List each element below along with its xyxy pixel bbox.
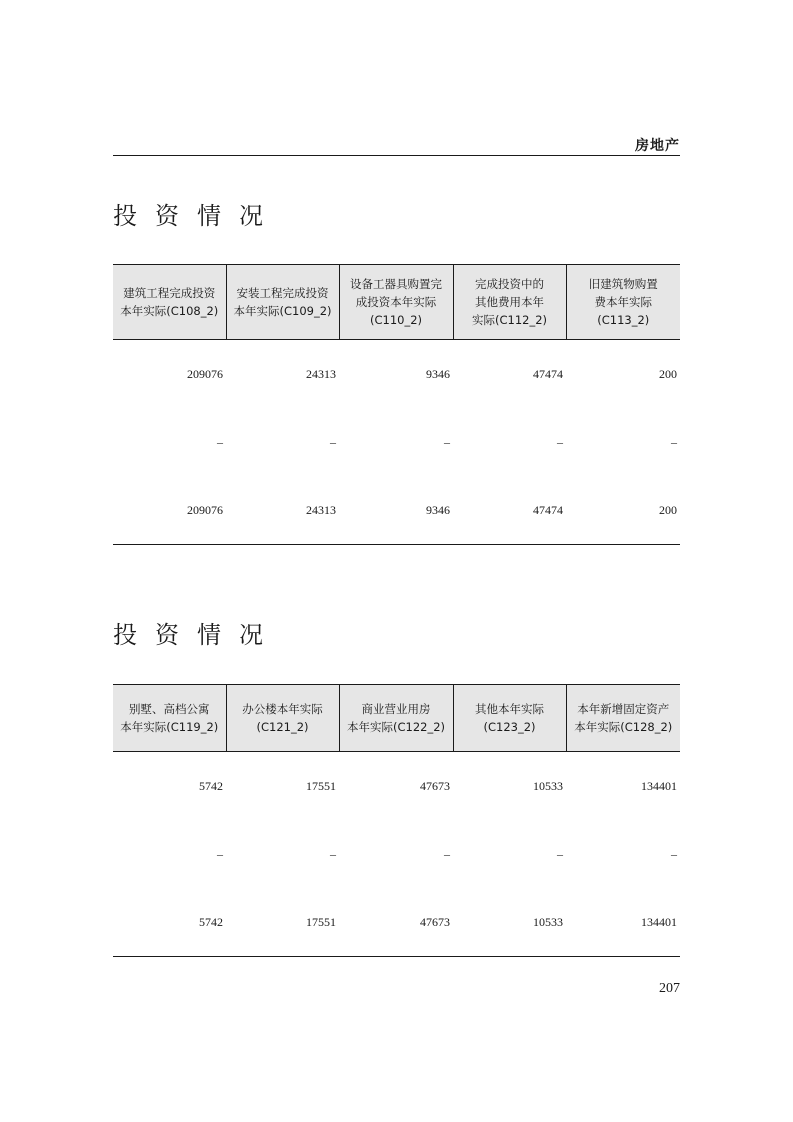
table-cell: 17551	[306, 778, 336, 793]
table-header-row	[113, 685, 680, 752]
column-header: 别墅、高档公寓 本年实际(C119_2)	[113, 685, 226, 752]
column-header: 设备工器具购置完 成投资本年实际 (C110_2)	[339, 265, 453, 340]
table-row	[113, 340, 680, 409]
column-header: 商业营业用房 本年实际(C122_2)	[339, 685, 453, 752]
column-header: 旧建筑物购置 费本年实际 (C113_2)	[566, 265, 680, 340]
table-cell: –	[444, 434, 450, 449]
table-cell: 5742	[199, 778, 223, 793]
table-cell: –	[671, 846, 677, 861]
table-cell: 47673	[420, 778, 450, 793]
table-row	[113, 752, 680, 821]
table-cell: 47474	[533, 366, 563, 381]
table-cell: –	[330, 846, 336, 861]
table-cell: 9346	[339, 476, 453, 545]
table-cell: 10533	[533, 778, 563, 793]
table-cell: 200	[659, 366, 677, 381]
table-row	[113, 476, 680, 545]
table-cell: 200	[566, 476, 680, 545]
table-cell: –	[217, 434, 223, 449]
table-cell: 209076	[113, 476, 226, 545]
table-header-row	[113, 265, 680, 340]
section-title-1: 投资情况	[113, 202, 281, 230]
table-cell: –	[217, 846, 223, 861]
table-cell: 24313	[226, 476, 339, 545]
running-header-category: 房地产	[635, 138, 680, 154]
investment-table-2	[113, 684, 680, 957]
table-cell: 134401	[566, 888, 680, 957]
section-title-2: 投资情况	[113, 621, 281, 649]
table-cell: 10533	[453, 888, 566, 957]
investment-table-1	[113, 264, 680, 545]
column-header: 办公楼本年实际 (C121_2)	[226, 685, 339, 752]
table-cell: 209076	[187, 366, 223, 381]
column-header: 本年新增固定资产 本年实际(C128_2)	[566, 685, 680, 752]
table-cell: –	[557, 434, 563, 449]
table-cell: –	[444, 846, 450, 861]
table-cell: 24313	[306, 366, 336, 381]
table-row	[113, 820, 680, 888]
table-cell: 47673	[339, 888, 453, 957]
table-cell: 9346	[426, 366, 450, 381]
page-number: 207	[659, 981, 680, 996]
table-cell: 17551	[226, 888, 339, 957]
table-cell: 5742	[113, 888, 226, 957]
table-row	[113, 888, 680, 957]
table-cell: 134401	[641, 778, 677, 793]
table-cell: –	[330, 434, 336, 449]
table-cell: –	[671, 434, 677, 449]
column-header: 安装工程完成投资 本年实际(C109_2)	[226, 265, 339, 340]
table-cell: 47474	[453, 476, 566, 545]
table-row	[113, 408, 680, 476]
header-rule	[113, 155, 680, 156]
column-header: 其他本年实际 (C123_2)	[453, 685, 566, 752]
column-header: 完成投资中的 其他费用本年 实际(C112_2)	[453, 265, 566, 340]
column-header: 建筑工程完成投资 本年实际(C108_2)	[113, 265, 226, 340]
table-cell: –	[557, 846, 563, 861]
